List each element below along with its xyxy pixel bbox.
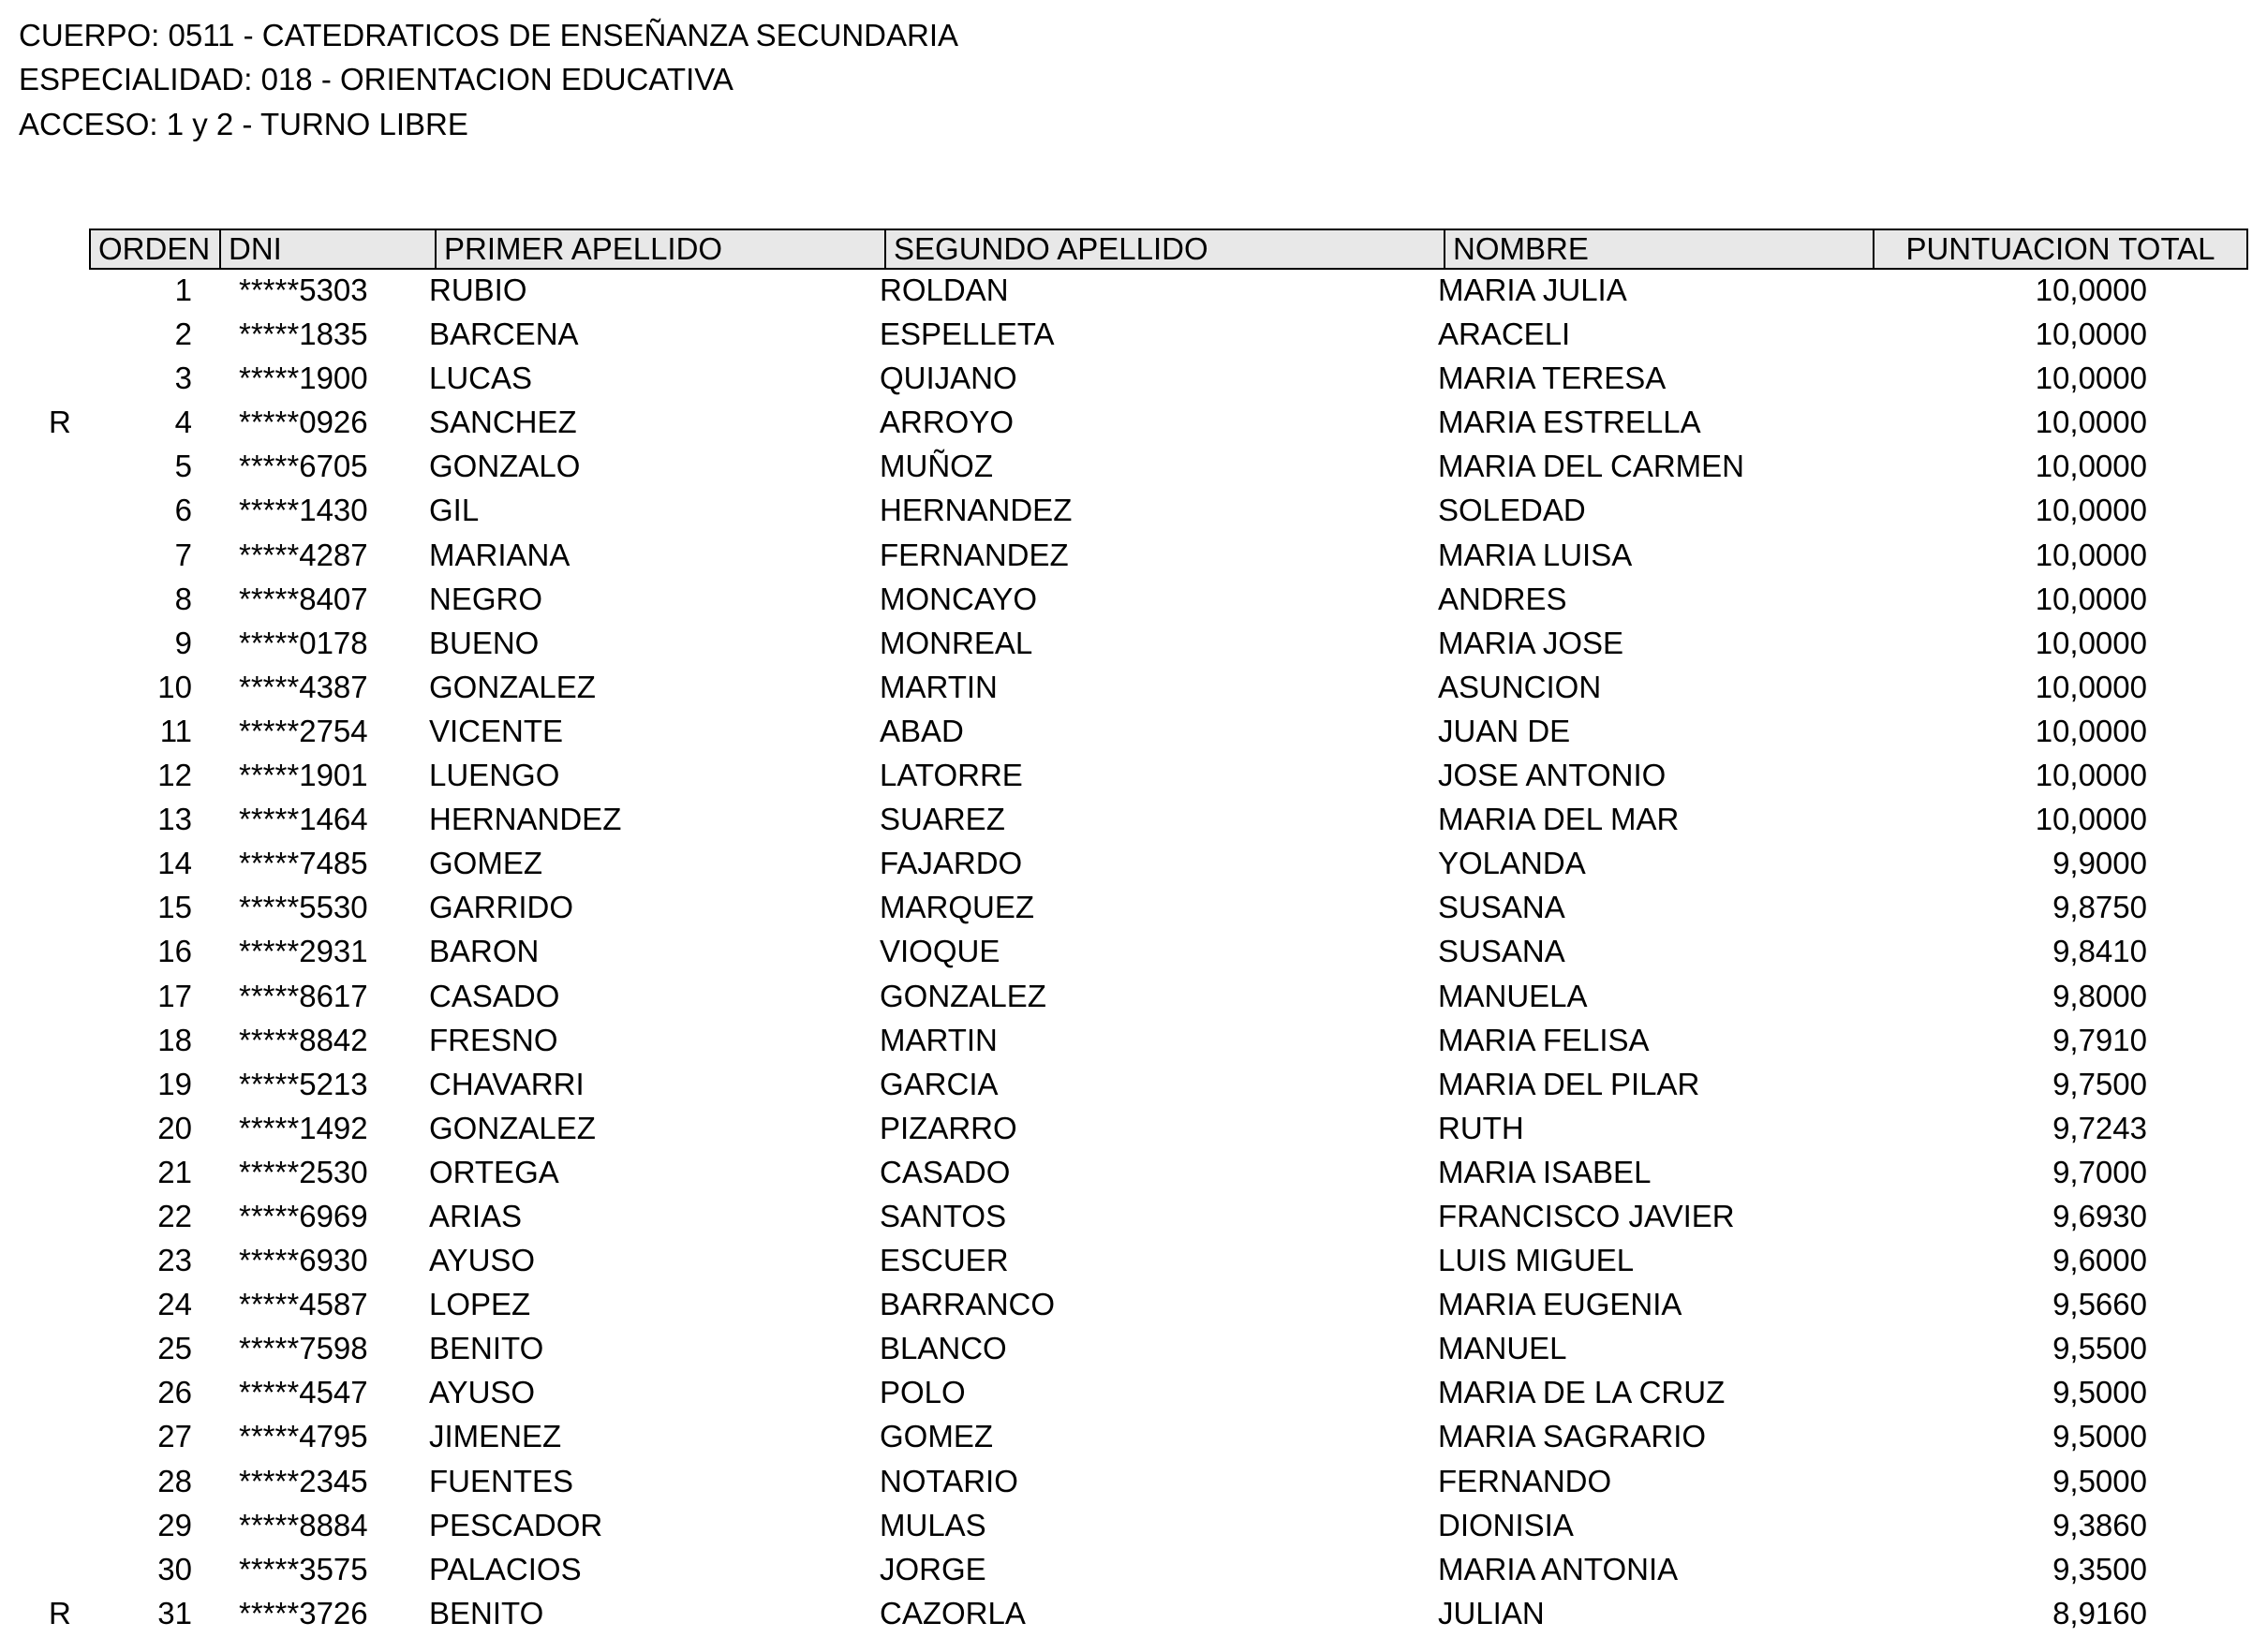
row-flag xyxy=(49,444,77,488)
table-row xyxy=(0,797,2267,841)
puntuacion-cell: 9,7243 xyxy=(2052,1110,2147,1145)
nombre-cell: MARIA DE LA CRUZ xyxy=(1438,1375,1726,1410)
segundo-apellido-cell: GONZALEZ xyxy=(880,978,1046,1013)
segundo-apellido-cell: JORGE xyxy=(880,1551,986,1586)
segundo-apellido-cell: FERNANDEZ xyxy=(880,537,1069,572)
segundo-apellido-cell: GOMEZ xyxy=(880,1419,993,1454)
row-flag xyxy=(49,974,77,1018)
column-header-orden: ORDEN xyxy=(98,231,211,266)
segundo-apellido-cell: ARROYO xyxy=(880,405,1015,440)
puntuacion-cell: 10,0000 xyxy=(2035,361,2147,396)
dni-cell: *****1492 xyxy=(239,1110,368,1145)
primer-apellido-cell: ORTEGA xyxy=(429,1154,559,1189)
row-flag xyxy=(49,312,77,356)
nombre-cell: MARIA SAGRARIO xyxy=(1438,1419,1707,1454)
segundo-apellido-cell: ROLDAN xyxy=(880,273,1009,307)
dni-cell: *****5303 xyxy=(239,273,368,307)
primer-apellido-cell: JIMENEZ xyxy=(429,1419,562,1454)
primer-apellido-cell: LUENGO xyxy=(429,758,560,793)
table-row xyxy=(0,400,2267,444)
puntuacion-cell: 9,5000 xyxy=(2052,1375,2147,1410)
table-body xyxy=(0,268,2267,1635)
puntuacion-cell: 9,3500 xyxy=(2052,1551,2147,1586)
puntuacion-cell: 9,5000 xyxy=(2052,1419,2147,1454)
primer-apellido-cell: GONZALEZ xyxy=(429,669,596,704)
segundo-apellido-cell: GARCIA xyxy=(880,1066,999,1101)
column-header-puntuacion-total: PUNTUACION TOTAL xyxy=(1873,230,2246,268)
row-flag xyxy=(49,577,77,621)
segundo-apellido-cell: BARRANCO xyxy=(880,1287,1056,1322)
table-row xyxy=(0,1238,2267,1282)
nombre-cell: MARIA JULIA xyxy=(1438,273,1627,307)
segundo-apellido-cell: FAJARDO xyxy=(880,846,1023,881)
orden-cell: 24 xyxy=(157,1287,192,1322)
nombre-cell: MARIA DEL CARMEN xyxy=(1438,449,1745,484)
dni-cell: *****0926 xyxy=(239,405,368,440)
orden-cell: 3 xyxy=(174,361,192,396)
puntuacion-cell: 10,0000 xyxy=(2035,405,2147,440)
row-flag xyxy=(49,929,77,973)
primer-apellido-cell: GARRIDO xyxy=(429,890,574,925)
primer-apellido-cell: SANCHEZ xyxy=(429,405,577,440)
puntuacion-cell: 9,6000 xyxy=(2052,1243,2147,1278)
column-header-nombre: NOMBRE xyxy=(1444,230,1873,268)
dni-cell: *****2931 xyxy=(239,934,368,969)
nombre-cell: MARIA DEL PILAR xyxy=(1438,1066,1700,1101)
primer-apellido-cell: BUENO xyxy=(429,625,540,660)
dni-cell: *****4795 xyxy=(239,1419,368,1454)
puntuacion-cell: 10,0000 xyxy=(2035,625,2147,660)
row-flag xyxy=(49,488,77,532)
row-flag xyxy=(49,1238,77,1282)
row-flag xyxy=(49,1459,77,1503)
column-header-segundo-apellido: SEGUNDO APELLIDO xyxy=(884,230,1444,268)
segundo-apellido-cell: MONCAYO xyxy=(880,581,1038,616)
nombre-cell: MARIA ESTRELLA xyxy=(1438,405,1701,440)
row-flag xyxy=(49,841,77,885)
puntuacion-cell: 10,0000 xyxy=(2035,537,2147,572)
orden-cell: 27 xyxy=(157,1419,192,1454)
primer-apellido-cell: GIL xyxy=(429,493,480,528)
table-row xyxy=(0,1106,2267,1150)
nombre-cell: SUSANA xyxy=(1438,934,1565,969)
row-flag xyxy=(49,797,77,841)
puntuacion-cell: 9,7910 xyxy=(2052,1022,2147,1057)
row-flag xyxy=(49,268,77,312)
segundo-apellido-cell: LATORRE xyxy=(880,758,1023,793)
dni-cell: *****4547 xyxy=(239,1375,368,1410)
row-flag xyxy=(49,885,77,929)
header-cuerpo: CUERPO: 0511 - CATEDRATICOS DE ENSEÑANZA SECUNDARIA xyxy=(19,18,959,52)
table-row xyxy=(0,1503,2267,1547)
table-row xyxy=(0,356,2267,400)
dni-cell: *****1430 xyxy=(239,493,368,528)
puntuacion-cell: 9,5660 xyxy=(2052,1287,2147,1322)
orden-cell: 21 xyxy=(157,1154,192,1189)
nombre-cell: MARIA FELISA xyxy=(1438,1022,1650,1057)
row-flag xyxy=(49,1106,77,1150)
dni-cell: *****7485 xyxy=(239,846,368,881)
segundo-apellido-cell: VIOQUE xyxy=(880,934,1000,969)
orden-cell: 23 xyxy=(157,1243,192,1278)
orden-cell: 29 xyxy=(157,1507,192,1542)
nombre-cell: FERNANDO xyxy=(1438,1463,1612,1498)
puntuacion-cell: 10,0000 xyxy=(2035,317,2147,352)
primer-apellido-cell: GONZALEZ xyxy=(429,1110,596,1145)
row-flag xyxy=(49,1326,77,1370)
puntuacion-cell: 9,3860 xyxy=(2052,1507,2147,1542)
dni-cell: *****7598 xyxy=(239,1331,368,1366)
segundo-apellido-cell: PIZARRO xyxy=(880,1110,1017,1145)
nombre-cell: SUSANA xyxy=(1438,890,1565,925)
primer-apellido-cell: PALACIOS xyxy=(429,1551,582,1586)
segundo-apellido-cell: CAZORLA xyxy=(880,1595,1026,1630)
primer-apellido-cell: GONZALO xyxy=(429,449,581,484)
primer-apellido-cell: PESCADOR xyxy=(429,1507,603,1542)
table-row xyxy=(0,1194,2267,1238)
dni-cell: *****2530 xyxy=(239,1154,368,1189)
row-flag xyxy=(49,709,77,753)
dni-cell: *****8407 xyxy=(239,581,368,616)
table-row xyxy=(0,1018,2267,1062)
dni-cell: *****2754 xyxy=(239,713,368,748)
primer-apellido-cell: BARCENA xyxy=(429,317,579,352)
orden-cell: 20 xyxy=(157,1110,192,1145)
nombre-cell: ANDRES xyxy=(1438,581,1567,616)
primer-apellido-cell: FUENTES xyxy=(429,1463,574,1498)
segundo-apellido-cell: SUAREZ xyxy=(880,802,1005,837)
row-flag: R xyxy=(49,405,71,440)
row-flag xyxy=(49,1370,77,1414)
orden-cell: 28 xyxy=(157,1463,192,1498)
orden-cell: 11 xyxy=(159,713,192,748)
header-acceso: ACCESO: 1 y 2 - TURNO LIBRE xyxy=(19,107,468,141)
primer-apellido-cell: AYUSO xyxy=(429,1243,536,1278)
primer-apellido-cell: HERNANDEZ xyxy=(429,802,622,837)
row-flag xyxy=(49,1282,77,1326)
nombre-cell: MANUELA xyxy=(1438,978,1588,1013)
table-row xyxy=(0,709,2267,753)
dni-cell: *****1900 xyxy=(239,361,368,396)
table-row xyxy=(0,1062,2267,1106)
orden-cell: 18 xyxy=(157,1022,192,1057)
orden-cell: 2 xyxy=(174,317,192,352)
segundo-apellido-cell: BLANCO xyxy=(880,1331,1007,1366)
row-flag xyxy=(49,533,77,577)
puntuacion-cell: 8,9160 xyxy=(2052,1595,2147,1630)
segundo-apellido-cell: MULAS xyxy=(880,1507,986,1542)
table-row xyxy=(0,1326,2267,1370)
column-header-primer-apellido: PRIMER APELLIDO xyxy=(435,230,884,268)
primer-apellido-cell: NEGRO xyxy=(429,581,543,616)
table-row xyxy=(0,665,2267,709)
nombre-cell: JULIAN xyxy=(1438,1595,1545,1630)
dni-cell: *****4387 xyxy=(239,669,368,704)
puntuacion-cell: 9,6930 xyxy=(2052,1198,2147,1233)
row-flag: R xyxy=(49,1595,71,1630)
segundo-apellido-cell: CASADO xyxy=(880,1154,1011,1189)
nombre-cell: LUIS MIGUEL xyxy=(1438,1243,1635,1278)
orden-cell: 12 xyxy=(157,758,192,793)
table-row xyxy=(0,488,2267,532)
orden-cell: 6 xyxy=(174,493,192,528)
row-flag xyxy=(49,1414,77,1458)
row-flag xyxy=(49,1018,77,1062)
row-flag xyxy=(49,665,77,709)
segundo-apellido-cell: SANTOS xyxy=(880,1198,1007,1233)
dni-cell: *****8842 xyxy=(239,1022,368,1057)
orden-cell: 15 xyxy=(157,890,192,925)
table-row xyxy=(0,929,2267,973)
table-row xyxy=(0,1282,2267,1326)
primer-apellido-cell: CASADO xyxy=(429,978,560,1013)
table-row xyxy=(0,1414,2267,1458)
puntuacion-cell: 10,0000 xyxy=(2035,273,2147,307)
orden-cell: 1 xyxy=(174,273,192,307)
dni-cell: *****1464 xyxy=(239,802,368,837)
nombre-cell: ARACELI xyxy=(1438,317,1571,352)
dni-cell: *****1901 xyxy=(239,758,368,793)
segundo-apellido-cell: MARQUEZ xyxy=(880,890,1034,925)
puntuacion-cell: 10,0000 xyxy=(2035,713,2147,748)
nombre-cell: MANUEL xyxy=(1438,1331,1567,1366)
primer-apellido-cell: ARIAS xyxy=(429,1198,523,1233)
row-flag xyxy=(49,1062,77,1106)
puntuacion-cell: 9,8750 xyxy=(2052,890,2147,925)
puntuacion-cell: 10,0000 xyxy=(2035,758,2147,793)
table-row xyxy=(0,1547,2267,1591)
nombre-cell: MARIA TERESA xyxy=(1438,361,1667,396)
segundo-apellido-cell: QUIJANO xyxy=(880,361,1017,396)
segundo-apellido-cell: HERNANDEZ xyxy=(880,493,1073,528)
dni-cell: *****4287 xyxy=(239,537,368,572)
row-flag xyxy=(49,1547,77,1591)
primer-apellido-cell: LOPEZ xyxy=(429,1287,531,1322)
row-flag xyxy=(49,1503,77,1547)
primer-apellido-cell: LUCAS xyxy=(429,361,533,396)
table-row xyxy=(0,1459,2267,1503)
puntuacion-cell: 9,7500 xyxy=(2052,1066,2147,1101)
puntuacion-cell: 10,0000 xyxy=(2035,493,2147,528)
primer-apellido-cell: RUBIO xyxy=(429,273,527,307)
table-header-row xyxy=(89,229,2248,270)
orden-cell: 26 xyxy=(157,1375,192,1410)
primer-apellido-cell: BENITO xyxy=(429,1331,544,1366)
orden-cell: 8 xyxy=(174,581,192,616)
dni-cell: *****5213 xyxy=(239,1066,368,1101)
puntuacion-cell: 9,7000 xyxy=(2052,1154,2147,1189)
nombre-cell: RUTH xyxy=(1438,1110,1524,1145)
dni-cell: *****1835 xyxy=(239,317,368,352)
nombre-cell: MARIA LUISA xyxy=(1438,537,1633,572)
primer-apellido-cell: VICENTE xyxy=(429,713,564,748)
table-row xyxy=(0,621,2267,665)
segundo-apellido-cell: NOTARIO xyxy=(880,1463,1018,1498)
column-header-dni: DNI xyxy=(219,230,435,268)
segundo-apellido-cell: POLO xyxy=(880,1375,966,1410)
nombre-cell: FRANCISCO JAVIER xyxy=(1438,1198,1735,1233)
dni-cell: *****0178 xyxy=(239,625,368,660)
primer-apellido-cell: FRESNO xyxy=(429,1022,558,1057)
table-row xyxy=(0,753,2267,797)
table-row xyxy=(0,1591,2267,1635)
puntuacion-cell: 9,9000 xyxy=(2052,846,2147,881)
orden-cell: 30 xyxy=(157,1551,192,1586)
nombre-cell: YOLANDA xyxy=(1438,846,1586,881)
primer-apellido-cell: MARIANA xyxy=(429,537,570,572)
nombre-cell: MARIA DEL MAR xyxy=(1438,802,1680,837)
dni-cell: *****4587 xyxy=(239,1287,368,1322)
nombre-cell: MARIA ISABEL xyxy=(1438,1154,1652,1189)
orden-cell: 22 xyxy=(157,1198,192,1233)
nombre-cell: DIONISIA xyxy=(1438,1507,1574,1542)
dni-cell: *****3575 xyxy=(239,1551,368,1586)
puntuacion-cell: 10,0000 xyxy=(2035,449,2147,484)
segundo-apellido-cell: MARTIN xyxy=(880,1022,998,1057)
table-row xyxy=(0,268,2267,312)
nombre-cell: MARIA JOSE xyxy=(1438,625,1624,660)
primer-apellido-cell: BARON xyxy=(429,934,540,969)
orden-cell: 7 xyxy=(174,537,192,572)
orden-cell: 13 xyxy=(157,802,192,837)
dni-cell: *****5530 xyxy=(239,890,368,925)
nombre-cell: MARIA ANTONIA xyxy=(1438,1551,1679,1586)
nombre-cell: JUAN DE xyxy=(1438,713,1571,748)
segundo-apellido-cell: ESCUER xyxy=(880,1243,1009,1278)
puntuacion-cell: 9,8000 xyxy=(2052,978,2147,1013)
nombre-cell: ASUNCION xyxy=(1438,669,1602,704)
table-row xyxy=(0,885,2267,929)
puntuacion-cell: 9,8410 xyxy=(2052,934,2147,969)
row-flag xyxy=(49,753,77,797)
orden-cell: 4 xyxy=(174,405,192,440)
orden-cell: 5 xyxy=(174,449,192,484)
orden-cell: 19 xyxy=(157,1066,192,1101)
segundo-apellido-cell: MARTIN xyxy=(880,669,998,704)
dni-cell: *****8884 xyxy=(239,1507,368,1542)
dni-cell: *****8617 xyxy=(239,978,368,1013)
orden-cell: 9 xyxy=(174,625,192,660)
orden-cell: 16 xyxy=(157,934,192,969)
primer-apellido-cell: GOMEZ xyxy=(429,846,542,881)
primer-apellido-cell: CHAVARRI xyxy=(429,1066,585,1101)
puntuacion-cell: 10,0000 xyxy=(2035,802,2147,837)
dni-cell: *****6930 xyxy=(239,1243,368,1278)
dni-cell: *****6969 xyxy=(239,1198,368,1233)
orden-cell: 10 xyxy=(157,669,192,704)
orden-cell: 17 xyxy=(157,978,192,1013)
primer-apellido-cell: AYUSO xyxy=(429,1375,536,1410)
orden-cell: 14 xyxy=(157,846,192,881)
table-row xyxy=(0,1370,2267,1414)
table-row xyxy=(0,1150,2267,1194)
dni-cell: *****6705 xyxy=(239,449,368,484)
primer-apellido-cell: BENITO xyxy=(429,1595,544,1630)
table-row xyxy=(0,841,2267,885)
orden-cell: 31 xyxy=(157,1595,192,1630)
orden-cell: 25 xyxy=(157,1331,192,1366)
segundo-apellido-cell: ESPELLETA xyxy=(880,317,1055,352)
table-row xyxy=(0,533,2267,577)
puntuacion-cell: 10,0000 xyxy=(2035,669,2147,704)
row-flag xyxy=(49,1150,77,1194)
row-flag xyxy=(49,621,77,665)
header-especialidad: ESPECIALIDAD: 018 - ORIENTACION EDUCATIVA xyxy=(19,62,733,96)
nombre-cell: JOSE ANTONIO xyxy=(1438,758,1667,793)
nombre-cell: SOLEDAD xyxy=(1438,493,1586,528)
table-row xyxy=(0,974,2267,1018)
puntuacion-cell: 10,0000 xyxy=(2035,581,2147,616)
dni-cell: *****2345 xyxy=(239,1463,368,1498)
segundo-apellido-cell: MONREAL xyxy=(880,625,1033,660)
table-row xyxy=(0,312,2267,356)
nombre-cell: MARIA EUGENIA xyxy=(1438,1287,1682,1322)
table-row xyxy=(0,577,2267,621)
row-flag xyxy=(49,356,77,400)
row-flag xyxy=(49,1194,77,1238)
dni-cell: *****3726 xyxy=(239,1595,368,1630)
segundo-apellido-cell: ABAD xyxy=(880,713,964,748)
table-row xyxy=(0,444,2267,488)
puntuacion-cell: 9,5000 xyxy=(2052,1463,2147,1498)
segundo-apellido-cell: MUÑOZ xyxy=(880,449,993,484)
puntuacion-cell: 9,5500 xyxy=(2052,1331,2147,1366)
